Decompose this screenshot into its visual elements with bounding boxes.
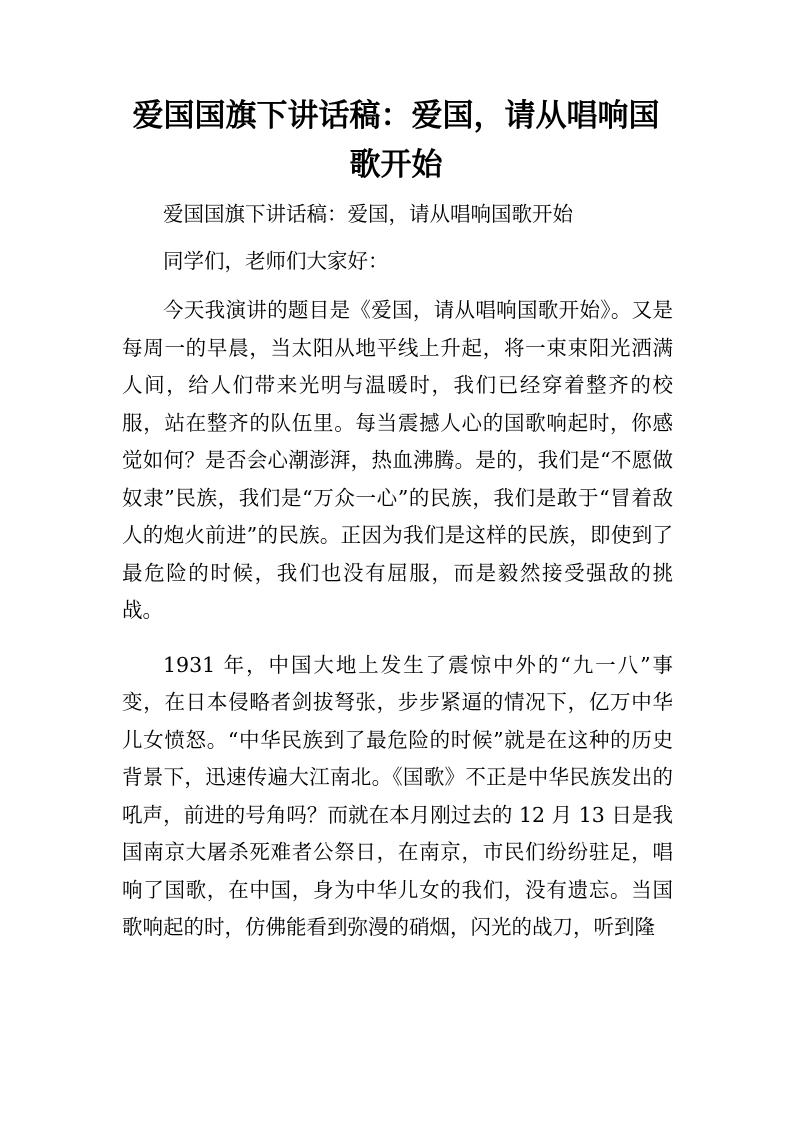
- document-body: [122, 196, 673, 947]
- subtitle-paragraph: 爱国国旗下讲话稿：爱国，请从唱响国歌开始: [163, 202, 573, 226]
- title-line-1: 爱国国旗下讲话稿：爱国，请从唱响国: [132, 98, 660, 134]
- body-paragraph: 今天我演讲的题目是《爱国，请从唱响国歌开始》。又是每周一的早晨，当太阳从地平线上升起，将一束束阳光洒满人间，给人们带来光明与温暖时，我们已经穿着整齐的校服，站在整齐的队伍里。每当震撼人心的国歌响起时，你感觉如何？是否会心潮澎湃，热血沸腾。是的，我们是“不愿做奴隶”民族，我们是“万众一心”的民族，我们是敢于“冒着敌人的炮火前进”的民族。正因为我们是这样的民族，即使到了最危险的时候，我们也没有屈服，而是毅然接受强敌的挑战。: [122, 298, 673, 622]
- title-line-2: 歌开始: [349, 147, 443, 183]
- body-paragraph: 1931 年，中国大地上发生了震惊中外的“九一八”事变，在日本侵略者剑拔弩张，步步紧逼的情况下，亿万中华儿女愤怒。“中华民族到了最危险的时候”就是在这种的历史背景下，迅速传遍大江南北。《国歌》不正是中华民族发出的吼声，前进的号角吗？而就在本月刚过去的 12 月 13 日是我国南京大屠杀死难者公祭日，在南京，市民们纷纷驻足，唱响了国歌，在中国，身为中华儿女的我们，没有遗忘。当国歌响起的时，仿佛能看到弥漫的硝烟，闪光的战刀，听到隆: [122, 652, 673, 939]
- document-title: [110, 92, 682, 190]
- greeting-paragraph: 同学们，老师们大家好：: [163, 248, 389, 273]
